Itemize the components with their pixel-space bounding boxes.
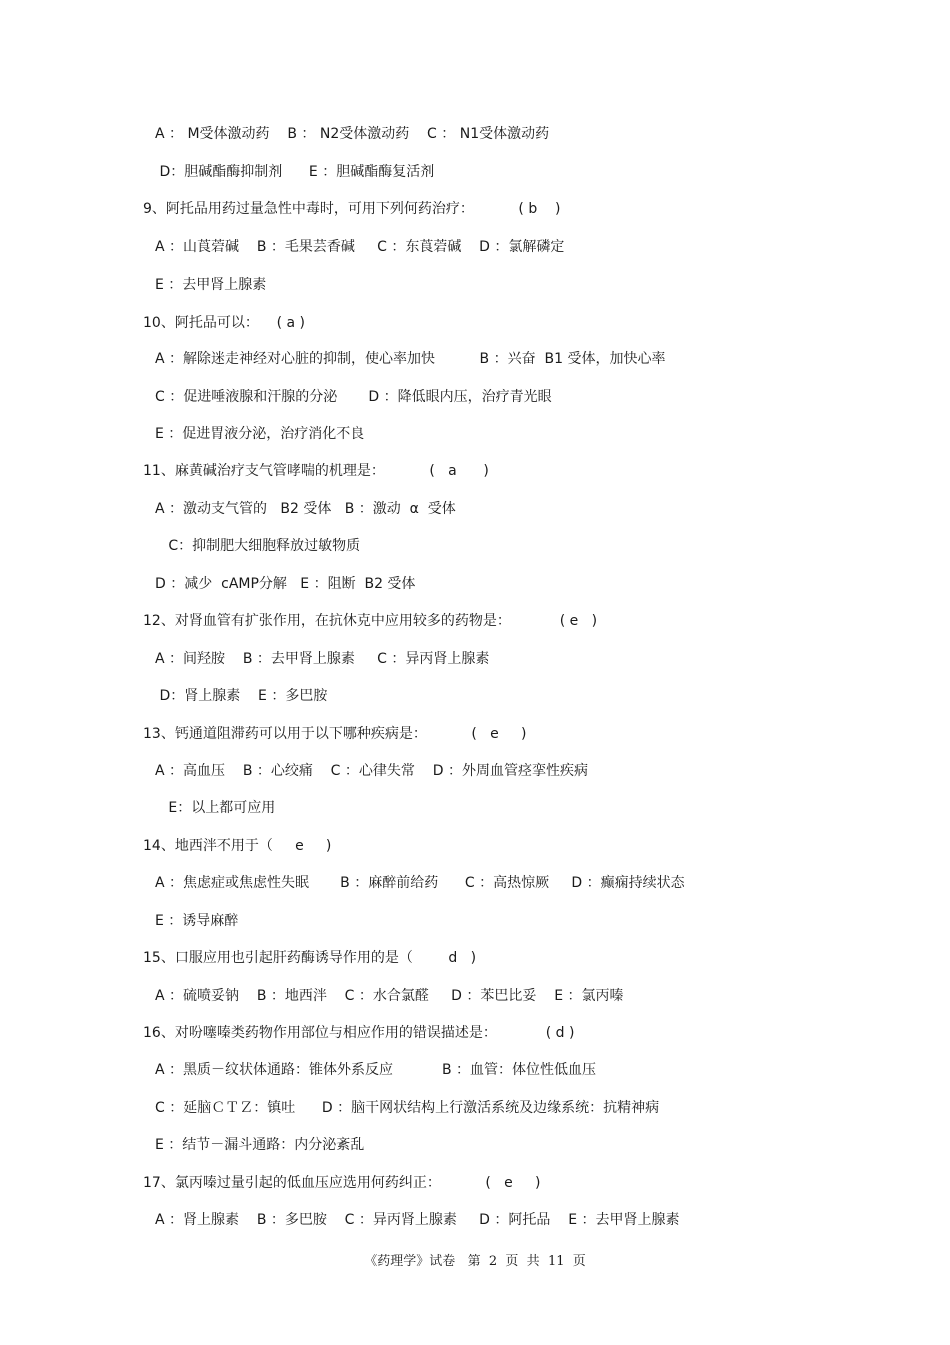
option-line-9a: A ：山莨菪碱 B ：毛果芸香碱 C ：东莨菪碱 D ：氯解磷定 (155, 239, 565, 255)
option-line-8a: A ： M受体激动药 B ： N2受体激动药 C ： N1受体激动药 (155, 126, 550, 142)
option-line-11a: A ：激动支气管的 B2 受体 B ：激动 α 受体 (155, 501, 456, 517)
option-line-16c: E ：结节－漏斗通路：内分泌紊乱 (155, 1137, 365, 1153)
option-line-12a: A ：间羟胺 B ：去甲肾上腺素 C ：异丙肾上腺素 (155, 651, 490, 667)
option-line-12b: D：肾上腺素 E ：多巴胺 (155, 688, 328, 704)
question-10: 10、阿托品可以： ( a ) (143, 315, 306, 331)
option-line-15a: A ：硫喷妥钠 B ：地西泮 C ：水合氯醛 D ：苯巴比妥 E ：氯丙嗪 (155, 988, 624, 1004)
option-line-14b: E ：诱导麻醉 (155, 913, 239, 929)
option-line-17a: A ：肾上腺素 B ：多巴胺 C ：异丙肾上腺素 D ：阿托品 E ：去甲肾上腺素 (155, 1212, 680, 1228)
option-line-16b: C ：延脑ＣＴＺ：镇吐 D ：脑干网状结构上行激活系统及边缘系统：抗精神病 (155, 1100, 660, 1116)
page-footer: 《药理学》试卷 第 2 页 共 11 页 (364, 1254, 586, 1269)
option-line-13b: E：以上都可应用 (155, 800, 276, 816)
option-line-10b: C ：促进唾液腺和汗腺的分泌 D ：降低眼内压，治疗青光眼 (155, 389, 552, 405)
question-12: 12、对肾血管有扩张作用，在抗休克中应用较多的药物是： ( e ) (143, 613, 598, 629)
option-line-10a: A ：解除迷走神经对心脏的抑制，使心率加快 B ：兴奋 B1 受体，加快心率 (155, 351, 666, 367)
question-16: 16、对吩噻嗪类药物作用部位与相应作用的错误描述是： ( d ) (143, 1025, 575, 1041)
option-line-10c: E ：促进胃液分泌，治疗消化不良 (155, 426, 365, 442)
question-13: 13、钙通道阻滞药可以用于以下哪种疾病是： ( e ) (143, 726, 527, 742)
question-15: 15、口服应用也引起肝药酶诱导作用的是（ d ) (143, 950, 477, 966)
option-line-8b: D：胆碱酯酶抑制剂 E ：胆碱酯酶复活剂 (155, 164, 435, 180)
option-line-9b: E ：去甲肾上腺素 (155, 277, 267, 293)
option-line-14a: A ：焦虑症或焦虑性失眠 B ：麻醉前给药 C ：高热惊厥 D ：癫痫持续状态 (155, 875, 685, 891)
question-14: 14、地西泮不用于（ e ) (143, 838, 332, 854)
question-17: 17、氯丙嗪过量引起的低血压应选用何药纠正： ( e ) (143, 1175, 541, 1191)
option-line-13a: A ：高血压 B ：心绞痛 C ：心律失常 D ：外周血管痉挛性疾病 (155, 763, 588, 779)
option-line-11b: C：抑制肥大细胞释放过敏物质 (155, 538, 361, 554)
question-11: 11、麻黄碱治疗支气管哮喘的机理是： ( a ) (143, 463, 489, 479)
option-line-16a: A ：黑质－纹状体通路：锥体外系反应 B ：血管：体位性低血压 (155, 1062, 597, 1078)
question-9: 9、阿托品用药过量急性中毒时，可用下列何药治疗： ( b ) (143, 201, 561, 217)
option-line-11c: D ：减少 cAMP分解 E ：阻断 B2 受体 (155, 576, 416, 592)
